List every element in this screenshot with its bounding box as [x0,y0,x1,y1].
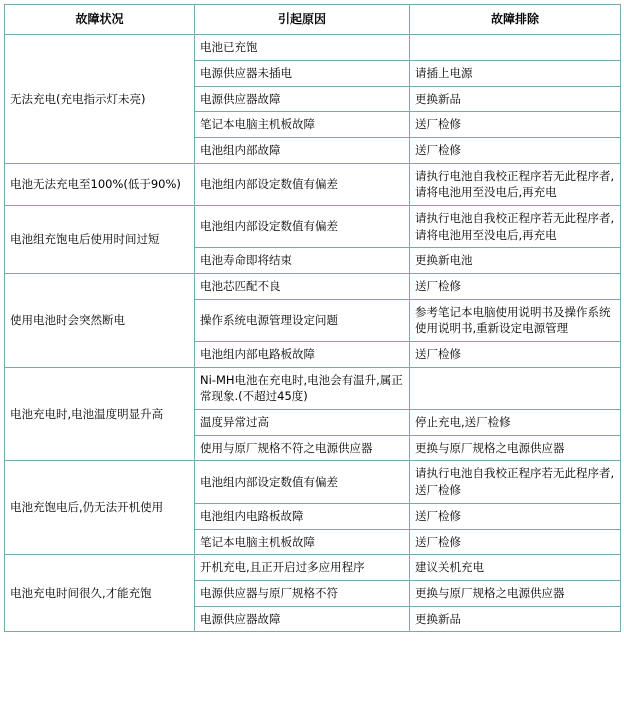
cause-cell: 电池寿命即将结束 [195,248,410,274]
remedy-cell: 送厂检修 [410,342,621,368]
remedy-cell: 送厂检修 [410,138,621,164]
remedy-cell: 更换新品 [410,86,621,112]
cause-cell: 操作系统电源管理设定问题 [195,299,410,341]
cause-cell: 开机充电,且正开启过多应用程序 [195,555,410,581]
remedy-cell: 更换与原厂规格之电源供应器 [410,435,621,461]
fault-status-cell: 电池充电时,电池温度明显升高 [5,367,195,461]
remedy-cell: 参考笔记本电脑使用说明书及操作系统使用说明书,重新设定电源管理 [410,299,621,341]
remedy-cell: 送厂检修 [410,503,621,529]
fault-status-cell: 电池无法充电至100%(低于90%) [5,163,195,205]
cause-cell: 电池组内部故障 [195,138,410,164]
fault-status-cell: 无法充电(充电指示灯未亮) [5,35,195,163]
table-row [5,367,621,409]
cause-cell: 电源供应器与原厂规格不符 [195,580,410,606]
fault-status-cell: 电池充电时间很久,才能充饱 [5,555,195,632]
cause-cell: 电源供应器故障 [195,606,410,632]
remedy-cell: 送厂检修 [410,274,621,300]
remedy-cell [410,367,621,409]
cause-cell: 温度异常过高 [195,410,410,436]
fault-status-cell: 电池组充饱电后使用时间过短 [5,206,195,274]
remedy-cell [410,35,621,61]
remedy-cell: 更换与原厂规格之电源供应器 [410,580,621,606]
table-row [5,461,621,503]
cause-cell: 电池组内部设定数值有偏差 [195,206,410,248]
column-header-fault-status: 故障状况 [5,5,195,35]
table-row [5,555,621,581]
fault-troubleshooting-table [4,4,621,632]
table-row [5,274,621,300]
cause-cell: 电池已充饱 [195,35,410,61]
cause-cell: Ni-MH电池在充电时,电池会有温升,属正常现象.(不超过45度) [195,367,410,409]
column-header-cause: 引起原因 [195,5,410,35]
remedy-cell: 停止充电,送厂检修 [410,410,621,436]
remedy-cell: 更换新品 [410,606,621,632]
table-body [5,35,621,632]
cause-cell: 使用与原厂规格不符之电源供应器 [195,435,410,461]
cause-cell: 电池组内部电路板故障 [195,342,410,368]
remedy-cell: 更换新电池 [410,248,621,274]
remedy-cell: 请执行电池自我校正程序若无此程序者,送厂检修 [410,461,621,503]
remedy-cell: 请插上电源 [410,61,621,87]
column-header-remedy: 故障排除 [410,5,621,35]
cause-cell: 电池组内部设定数值有偏差 [195,163,410,205]
table-row [5,35,621,61]
remedy-cell: 建议关机充电 [410,555,621,581]
cause-cell: 电源供应器未插电 [195,61,410,87]
fault-status-cell: 电池充饱电后,仍无法开机使用 [5,461,195,555]
cause-cell: 电池组内部设定数值有偏差 [195,461,410,503]
remedy-cell: 请执行电池自我校正程序若无此程序者,请将电池用至没电后,再充电 [410,206,621,248]
remedy-cell: 请执行电池自我校正程序若无此程序者,请将电池用至没电后,再充电 [410,163,621,205]
cause-cell: 电源供应器故障 [195,86,410,112]
remedy-cell: 送厂检修 [410,529,621,555]
cause-cell: 笔记本电脑主机板故障 [195,112,410,138]
cause-cell: 笔记本电脑主机板故障 [195,529,410,555]
cause-cell: 电池组内电路板故障 [195,503,410,529]
cause-cell: 电池芯匹配不良 [195,274,410,300]
table-header [5,5,621,35]
remedy-cell: 送厂检修 [410,112,621,138]
fault-status-cell: 使用电池时会突然断电 [5,274,195,368]
table-header-row [5,5,621,35]
table-row [5,206,621,248]
table-row [5,163,621,205]
